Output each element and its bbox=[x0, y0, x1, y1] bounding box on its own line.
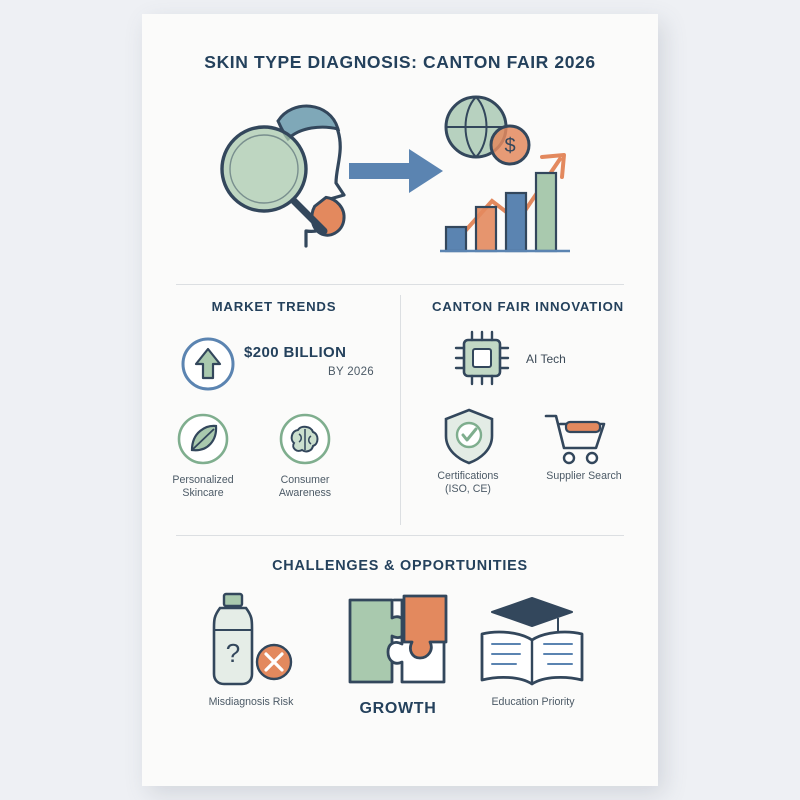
challenge-item-2-label: Education Priority bbox=[491, 696, 575, 708]
innovation-item-1-label: Supplier Search bbox=[546, 470, 622, 482]
up-arrow-circle-icon bbox=[180, 336, 236, 392]
shopping-cart-icon bbox=[542, 408, 610, 466]
brain-icon bbox=[278, 412, 332, 466]
chip-icon bbox=[450, 326, 514, 390]
divider-vertical bbox=[400, 295, 401, 525]
challenges-section bbox=[142, 536, 658, 738]
svg-text:$: $ bbox=[504, 135, 516, 157]
market-stat-sub: BY 2026 bbox=[327, 366, 374, 378]
market-trends-column bbox=[150, 299, 398, 522]
infographic-poster bbox=[142, 14, 658, 786]
innovation-item-0-label: Certifications (ISO, CE) bbox=[437, 470, 499, 495]
challenge-item-1-label: GROWTH bbox=[359, 700, 437, 717]
leaf-icon bbox=[176, 412, 230, 466]
market-stat-value: $200 BILLION bbox=[244, 344, 347, 361]
innovation-heading: CANTON FAIR INNOVATION bbox=[432, 299, 624, 314]
globe-currency-growth-chart-icon bbox=[430, 89, 605, 269]
puzzle-pieces-icon bbox=[338, 588, 458, 696]
hero-section bbox=[142, 79, 658, 284]
challenge-item-0-label: Misdiagnosis Risk bbox=[208, 696, 294, 708]
market-item-1-label: Consumer Awareness bbox=[278, 474, 332, 499]
market-item-0-label: Personalized Skincare bbox=[172, 474, 234, 499]
challenges-heading: CHALLENGES & OPPORTUNITIES bbox=[272, 558, 528, 574]
graduation-book-icon bbox=[472, 596, 592, 692]
shield-check-icon bbox=[440, 406, 498, 466]
svg-text:?: ? bbox=[225, 638, 241, 668]
bottle-question-warning-icon bbox=[194, 590, 304, 690]
middle-section bbox=[142, 285, 658, 535]
market-trends-heading: MARKET TRENDS bbox=[211, 299, 337, 314]
canton-fair-innovation-column bbox=[404, 299, 652, 516]
page-title: SKIN TYPE DIAGNOSIS: CANTON FAIR 2026 bbox=[204, 52, 596, 72]
ai-tech-label: AI Tech bbox=[526, 352, 566, 366]
